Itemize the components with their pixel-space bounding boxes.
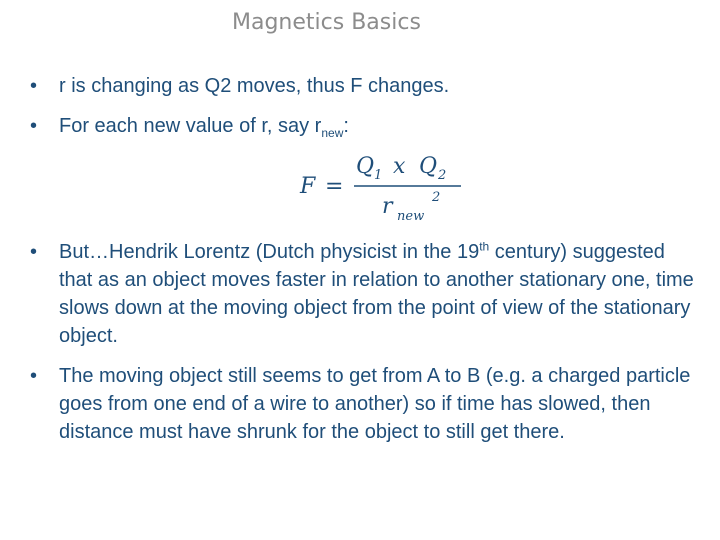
bullet-text-after: : (343, 115, 349, 137)
bullet-dot: • (30, 365, 38, 387)
bullet-text: r is changing as Q2 moves, thus F changes. (59, 75, 450, 97)
force-equation-svg (298, 148, 468, 230)
bullet-text-before: For each new value of r, say r (59, 115, 322, 137)
equation-r-subscript: new (397, 209, 425, 224)
bullet-text-before: But…Hendrik Lorentz (Dutch physicist in the 19 (59, 241, 480, 263)
bullet-r-changing (30, 72, 700, 100)
bullet-new-r (30, 112, 700, 140)
r-new-subscript: new (321, 126, 344, 140)
bullet-distance-shrink (30, 362, 700, 446)
bullet-dot: • (30, 75, 38, 97)
bullet-dot: • (30, 115, 38, 137)
equation-q1: Q (356, 154, 375, 179)
bullet-text: The moving object still seems to get from A to B (e.g. a charged particle goes from one end of a wire to another) so if time has slowed, then distance must have shrunk for the object to still get there. (59, 365, 691, 443)
slide-title: Magnetics Basics (232, 10, 421, 35)
equation-q2-subscript: 2 (438, 168, 447, 183)
equation-r: r (382, 194, 393, 219)
equation-r-exponent: 2 (432, 190, 441, 205)
bullet-text-after: century) suggested that as an object moves faster in relation to another stationary one, time slows down at the moving object from the point of view of the stationary object. (59, 241, 694, 347)
equation-q1-subscript: 1 (374, 168, 383, 183)
equation-lhs-f: F (300, 174, 316, 199)
ordinal-superscript: th (479, 239, 490, 254)
bullet-list (30, 72, 700, 446)
equation-q2: Q (419, 154, 438, 179)
equation-times: x (393, 154, 406, 179)
bullet-dot: • (30, 241, 38, 263)
equation-equals: = (325, 174, 344, 199)
force-equation (30, 148, 700, 230)
bullet-lorentz (30, 238, 700, 350)
